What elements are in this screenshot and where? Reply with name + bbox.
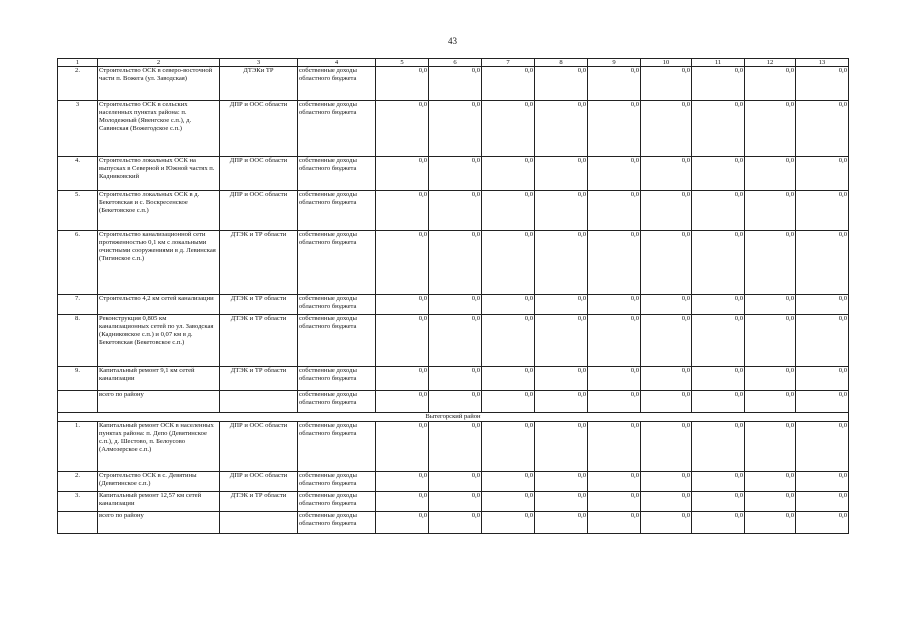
amount-cell: 0,0 [535,295,588,315]
funding-source: собственные доходы областного бюджета [298,295,376,315]
amount-cell: 0,0 [376,472,429,492]
amount-cell: 0,0 [376,157,429,191]
amount-cell: 0,0 [641,512,692,534]
table-row [58,472,849,492]
amount-cell: 0,0 [482,157,535,191]
amount-cell: 0,0 [482,101,535,157]
amount-cell: 0,0 [482,367,535,391]
amount-cell: 0,0 [482,512,535,534]
amount-cell: 0,0 [692,101,745,157]
executor: ДПР и ООС области [220,472,298,492]
amount-cell: 0,0 [796,101,849,157]
amount-cell: 0,0 [588,492,641,512]
budget-table [57,58,849,534]
table-row [58,231,849,295]
amount-cell: 0,0 [429,391,482,413]
amount-cell: 0,0 [692,422,745,472]
row-number: 3. [58,492,98,512]
amount-cell: 0,0 [588,101,641,157]
activity-name: Строительство канализационной сети протяженностью 0,1 км с локальными очистными сооружениями в д. Левинская (Тигинское с.п.) [98,231,220,295]
amount-cell: 0,0 [429,472,482,492]
amount-cell: 0,0 [745,422,796,472]
amount-cell: 0,0 [482,422,535,472]
amount-cell: 0,0 [588,191,641,231]
activity-name: Капитальный ремонт 9,1 км сетей канализации [98,367,220,391]
amount-cell: 0,0 [588,157,641,191]
amount-cell: 0,0 [376,101,429,157]
amount-cell: 0,0 [535,101,588,157]
amount-cell: 0,0 [745,101,796,157]
column-number: 4 [298,59,376,67]
amount-cell: 0,0 [588,231,641,295]
amount-cell: 0,0 [745,391,796,413]
amount-cell: 0,0 [692,472,745,492]
table-row [58,101,849,157]
section-row [58,413,849,422]
amount-cell: 0,0 [482,295,535,315]
activity-name: Строительство 4,2 км сетей канализации [98,295,220,315]
amount-cell: 0,0 [745,512,796,534]
amount-cell: 0,0 [588,367,641,391]
amount-cell: 0,0 [745,492,796,512]
amount-cell: 0,0 [588,422,641,472]
table-row [58,157,849,191]
amount-cell: 0,0 [429,101,482,157]
row-number: 9. [58,367,98,391]
amount-cell: 0,0 [641,157,692,191]
executor: ДТЭК и ТР области [220,367,298,391]
row-number: 6. [58,231,98,295]
amount-cell: 0,0 [429,315,482,367]
amount-cell: 0,0 [692,367,745,391]
amount-cell: 0,0 [535,492,588,512]
row-number: 2. [58,472,98,492]
executor: ДТЭКи ТР [220,67,298,101]
row-number: 2. [58,67,98,101]
activity-name: всего по району [98,391,220,413]
amount-cell: 0,0 [588,472,641,492]
amount-cell: 0,0 [429,157,482,191]
amount-cell: 0,0 [429,191,482,231]
column-number: 2 [98,59,220,67]
amount-cell: 0,0 [692,492,745,512]
amount-cell: 0,0 [588,67,641,101]
funding-source: собственные доходы областного бюджета [298,492,376,512]
amount-cell: 0,0 [588,512,641,534]
activity-name: Капитальный ремонт ОСК в населенных пунктах района: п. Депо (Девятинское с.п.), д. Шестово, п. Белоусово (Алмозерское с.п.) [98,422,220,472]
executor [220,391,298,413]
amount-cell: 0,0 [692,157,745,191]
amount-cell: 0,0 [535,422,588,472]
amount-cell: 0,0 [796,472,849,492]
amount-cell: 0,0 [429,367,482,391]
amount-cell: 0,0 [641,295,692,315]
amount-cell: 0,0 [588,315,641,367]
table-row [58,492,849,512]
amount-cell: 0,0 [535,231,588,295]
amount-cell: 0,0 [745,472,796,492]
amount-cell: 0,0 [745,367,796,391]
amount-cell: 0,0 [535,67,588,101]
amount-cell: 0,0 [535,367,588,391]
activity-name: Строительство локальных ОСК на выпусках в Северной и Южной частях п. Кадниковский [98,157,220,191]
amount-cell: 0,0 [692,391,745,413]
activity-name: Капитальный ремонт 12,57 км сетей канализации [98,492,220,512]
amount-cell: 0,0 [796,391,849,413]
amount-cell: 0,0 [796,67,849,101]
funding-source: собственные доходы областного бюджета [298,315,376,367]
column-number: 9 [588,59,641,67]
table-row [58,391,849,413]
activity-name: Строительство ОСК в сельских населенных пунктах района: п. Молодежный (Явенгское с.п.), д. Савинская (Вожегодское с.п.) [98,101,220,157]
row-number: 4. [58,157,98,191]
column-number: 12 [745,59,796,67]
table-row [58,315,849,367]
funding-source: собственные доходы областного бюджета [298,472,376,492]
table-row [58,191,849,231]
amount-cell: 0,0 [376,492,429,512]
amount-cell: 0,0 [588,391,641,413]
funding-source: собственные доходы областного бюджета [298,367,376,391]
amount-cell: 0,0 [376,231,429,295]
amount-cell: 0,0 [796,157,849,191]
activity-name: Строительство локальных ОСК в д. Бекетовская и с. Воскресенское (Бекетовское с.п.) [98,191,220,231]
executor: ДПР и ООС области [220,191,298,231]
amount-cell: 0,0 [535,157,588,191]
amount-cell: 0,0 [745,295,796,315]
column-number: 10 [641,59,692,67]
amount-cell: 0,0 [482,492,535,512]
amount-cell: 0,0 [429,295,482,315]
column-number: 1 [58,59,98,67]
column-number: 5 [376,59,429,67]
funding-source: собственные доходы областного бюджета [298,391,376,413]
amount-cell: 0,0 [641,472,692,492]
amount-cell: 0,0 [429,422,482,472]
amount-cell: 0,0 [535,315,588,367]
column-number: 8 [535,59,588,67]
amount-cell: 0,0 [482,391,535,413]
amount-cell: 0,0 [641,231,692,295]
executor: ДТЭК и ТР области [220,492,298,512]
row-number [58,512,98,534]
amount-cell: 0,0 [535,391,588,413]
amount-cell: 0,0 [376,67,429,101]
amount-cell: 0,0 [692,315,745,367]
activity-name: Строительство ОСК в северо-восточной части п. Вожега (ул. Заводская) [98,67,220,101]
funding-source: собственные доходы областного бюджета [298,231,376,295]
executor [220,512,298,534]
amount-cell: 0,0 [641,391,692,413]
amount-cell: 0,0 [796,295,849,315]
amount-cell: 0,0 [641,367,692,391]
amount-cell: 0,0 [376,295,429,315]
funding-source: собственные доходы областного бюджета [298,67,376,101]
table-row [58,512,849,534]
amount-cell: 0,0 [482,67,535,101]
column-number: 7 [482,59,535,67]
amount-cell: 0,0 [641,191,692,231]
amount-cell: 0,0 [796,231,849,295]
amount-cell: 0,0 [641,315,692,367]
activity-name: Строительство ОСК в с. Девятины (Девятинское с.п.) [98,472,220,492]
column-number: 6 [429,59,482,67]
funding-source: собственные доходы областного бюджета [298,157,376,191]
amount-cell: 0,0 [692,231,745,295]
table-row [58,367,849,391]
column-number: 13 [796,59,849,67]
amount-cell: 0,0 [796,191,849,231]
amount-cell: 0,0 [482,472,535,492]
amount-cell: 0,0 [796,492,849,512]
amount-cell: 0,0 [745,231,796,295]
amount-cell: 0,0 [535,512,588,534]
amount-cell: 0,0 [482,191,535,231]
amount-cell: 0,0 [482,315,535,367]
amount-cell: 0,0 [376,367,429,391]
amount-cell: 0,0 [745,191,796,231]
executor: ДТЭК и ТР области [220,295,298,315]
amount-cell: 0,0 [376,512,429,534]
amount-cell: 0,0 [376,391,429,413]
amount-cell: 0,0 [745,157,796,191]
amount-cell: 0,0 [692,67,745,101]
table-row [58,67,849,101]
table-row [58,422,849,472]
amount-cell: 0,0 [535,472,588,492]
row-number: 8. [58,315,98,367]
activity-name: всего по району [98,512,220,534]
amount-cell: 0,0 [692,512,745,534]
row-number: 5. [58,191,98,231]
executor: ДТЭК и ТР области [220,231,298,295]
amount-cell: 0,0 [641,492,692,512]
executor: ДПР и ООС области [220,422,298,472]
row-number [58,391,98,413]
amount-cell: 0,0 [796,512,849,534]
amount-cell: 0,0 [535,191,588,231]
amount-cell: 0,0 [376,422,429,472]
executor: ДПР и ООС области [220,101,298,157]
amount-cell: 0,0 [376,315,429,367]
amount-cell: 0,0 [482,231,535,295]
amount-cell: 0,0 [796,422,849,472]
amount-cell: 0,0 [692,295,745,315]
amount-cell: 0,0 [745,67,796,101]
amount-cell: 0,0 [641,67,692,101]
row-number: 7. [58,295,98,315]
amount-cell: 0,0 [429,231,482,295]
amount-cell: 0,0 [429,512,482,534]
page-number: 43 [448,36,457,46]
row-number: 1. [58,422,98,472]
amount-cell: 0,0 [796,367,849,391]
amount-cell: 0,0 [692,191,745,231]
amount-cell: 0,0 [429,492,482,512]
table-row [58,295,849,315]
column-number: 11 [692,59,745,67]
amount-cell: 0,0 [796,315,849,367]
funding-source: собственные доходы областного бюджета [298,101,376,157]
column-number-row [58,59,849,67]
row-number: 3 [58,101,98,157]
funding-source: собственные доходы областного бюджета [298,191,376,231]
amount-cell: 0,0 [641,422,692,472]
column-number: 3 [220,59,298,67]
amount-cell: 0,0 [376,191,429,231]
funding-source: собственные доходы областного бюджета [298,422,376,472]
amount-cell: 0,0 [745,315,796,367]
amount-cell: 0,0 [588,295,641,315]
activity-name: Реконструкция 0,805 км канализационных сетей по ул. Заводская (Кадниковское с.п.) и 0,07 км в д. Бекетовская (Бекетовское с.п.) [98,315,220,367]
amount-cell: 0,0 [641,101,692,157]
section-title: Вытегорский район [58,413,849,422]
amount-cell: 0,0 [429,67,482,101]
executor: ДПР и ООС области [220,157,298,191]
executor: ДТЭК и ТР области [220,315,298,367]
funding-source: собственные доходы областного бюджета [298,512,376,534]
